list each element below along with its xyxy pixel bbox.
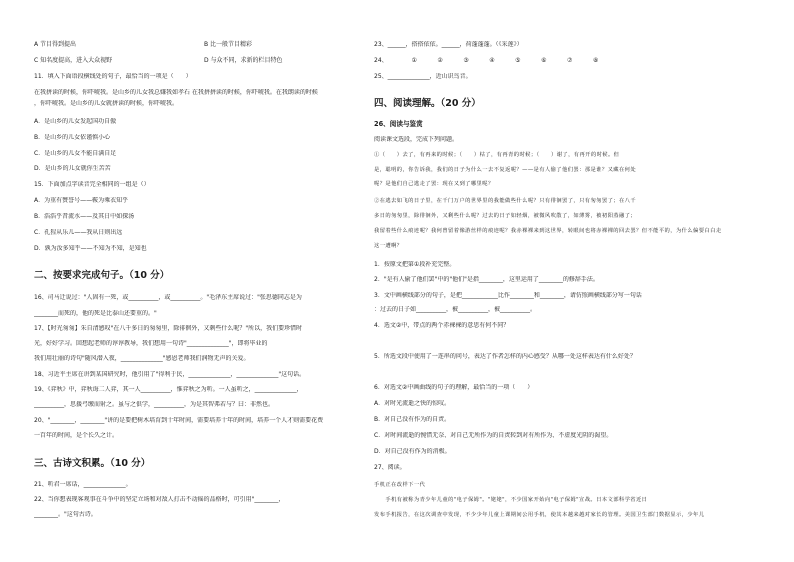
q24-line <box>374 57 729 65</box>
passage-line: 发布手机报告，在这次调查中发现，不少少年儿童上课期间公用手机，使其本越来越对家长的管理。美国卫生部门数据显示，少年儿 <box>374 512 705 518</box>
q16-line: ________而死的，他的死是比泰山还要重的。" <box>34 310 157 317</box>
q26-item: 6．对选文②中画曲线的句子的理解，最恰当的一项（ ） <box>374 384 534 391</box>
q26-option: C．对时间流逝的惋惜无奈、对自己无所作为的自责转到对有所作为、不虚度光阴的渴望。 <box>374 432 613 439</box>
q26-item: 2．"是有人偷了他们罢"中的"他们"是指________，这里运用了________的修辞手法。 <box>374 276 599 283</box>
passage-line: 呢？是他们自己逃走了罢：现在又到了哪里呢？ <box>374 181 494 187</box>
q17-line: 光，好好学习。回想起老师的谆谆教导，我们想用一句诗"______________"，即将毕业的 <box>34 340 268 347</box>
q23-line: 23、______，搭搭依依。______，荷蓬蓬蓬。（《采莲》） <box>374 41 523 48</box>
passage-line: 多日的匆匆里，除徘徊外，又剩些什么呢？过去的日子如轻烟，被微风吹散了，如薄雾，被初阳蒸融了； <box>374 213 637 219</box>
q11-stem: 11．填入下面语段横线处的句子，最恰当的一项是（ ） <box>34 73 192 80</box>
q20-line: 一百年的时间，是个长久之计。 <box>34 432 119 439</box>
passage-line: 我留着些什么痕迹呢？我何曾留着像游丝样的痕迹呢？我赤裸裸来到这世界，转眼间也将赤裸裸的回去罢？但不能平的，为什么偏要白白走 <box>374 228 722 234</box>
q24-circle: ⑧ <box>592 57 599 64</box>
q26-option: A．对时光流逝之快的惊叹。 <box>374 400 451 407</box>
q11-passage-line: ，你吓唬我。是山乡的儿女就拼读的时候，你吓唬我。 <box>34 100 179 107</box>
section-2-title: 二、按要求完成句子。（10 分） <box>34 270 170 281</box>
q15-option: A．为重有赞誉号——鞍为乘衣知乎 <box>34 197 129 204</box>
q10-option-d: D 与众不同，求新的栏目特色 <box>204 57 283 64</box>
q15-option: B．浩浩乎昔流水——及其日中如探汤 <box>34 213 135 220</box>
q10-option-b: B 比一般节目精彩 <box>204 41 253 48</box>
q26-option: B．对自己没有作为的自责。 <box>374 416 451 423</box>
q24-circle: ⑦ <box>567 57 573 64</box>
q20-line: 20、"________，________"讲的是要把树木培育到十年时间，需要培养十年的时间，培养一个人才则需要花费 <box>34 417 324 424</box>
q16-line: 16、司马迁说过："人固有一死，或__________，或__________。"毛泽东主席说过："张思德同志是为 <box>34 294 302 301</box>
left-column <box>34 0 389 562</box>
q26-option: D．对自己没有作为的消极。 <box>374 448 451 455</box>
q17-line: 我们用壮丽的诗句"随风潜入夜，______________"感恩老师我们润物无声的关爱。 <box>34 355 250 362</box>
q24-circle: ① <box>411 57 417 64</box>
q24-circle: ⑤ <box>515 57 521 64</box>
right-column <box>374 0 729 562</box>
q10-option-c: C 知名度提高，进入大众视野 <box>34 57 113 64</box>
q22-line: ________。"这句古诗。 <box>34 511 97 518</box>
q15-option: D．孰为汝多知乎——不知为不知，是知也 <box>34 245 147 252</box>
q27-subtitle: 手机正在改样下一代 <box>374 482 426 488</box>
q18-line: 18、习近平主席在讲到某国研究时，他引用了"得利于民，______________，______________"这句话。 <box>34 371 306 378</box>
section-4-title: 四、阅读理解。（20 分） <box>374 98 481 109</box>
passage-line: 是，聪明的，你告诉我，我们的日子为什么一去不复返呢？——是有人偷了他们罢：那是谁？又藏在何处 <box>374 167 637 173</box>
q11-option: C．是山乡的儿女不能自满自足 <box>34 150 117 157</box>
q22-line: 22、当你想表现客观事在斗争中的坚定立场和对敌人打击不动摇的品格时，可引用"________， <box>34 496 285 503</box>
q24-label: 24、 <box>374 57 388 64</box>
passage-line: 这一遭啊？ <box>374 243 403 249</box>
q15-option: C．孔猩从乐儿——我从日则出远 <box>34 229 123 236</box>
q11-option: A．是山乡的儿女发起国功自傲 <box>34 118 117 125</box>
q24-circle: ③ <box>463 57 469 64</box>
q10-option-a: A 节目得到提出 <box>34 41 77 48</box>
q11-option: B．是山乡的儿女依谨慎小心 <box>34 134 111 141</box>
q24-circle: ④ <box>489 57 495 64</box>
q19-line: __________，思援弓缴而射之。虽与之俱学，__________，为是其智弗若与？曰：非然也。 <box>34 401 275 408</box>
q19-line: 19、《弈秋》中，弈秋诲二人弈，其一人__________，惟弈秋之为听。一人虽听之，______________， <box>34 386 303 393</box>
q15-stem: 15．下面加点字读音完全相同的一组是（） <box>34 181 150 188</box>
q24-circle: ② <box>437 57 443 64</box>
q21-line: 21、听君一席话，______________。 <box>34 481 132 488</box>
passage-line: ②在逃去如飞的日子里，在千门万户的世界里的我能做些什么呢？只有徘徊罢了，只有匆匆罢了；在八千 <box>374 198 637 204</box>
q27-title: 27、阅读。 <box>374 464 406 471</box>
q24-circle: ⑥ <box>541 57 547 64</box>
q11-passage-line: 在我拼读的时候，你吓唬我。是山乡的儿女我总嫌我如孝石 在我拼拼读的时候，你吓唬我。在我朗读的时候 <box>34 89 318 96</box>
passage-line: 手机有被称为青少年儿童的"电子保姆"。"姥姥"，不少国家开始向"电子保姆"宣战。日本文部科学省近日 <box>374 497 648 503</box>
q17-line: 17、【时光匆匆】朱自清感叹"在八千多日的匆匆里，除徘徊外，又剩些什么呢？"所以，我们要珍惜时 <box>34 325 303 332</box>
q26-item: 4．选文②中，带点的两个赤裸裸的意思有何不同？ <box>374 322 510 329</box>
q26-title: 26、阅读与鉴赏 <box>374 120 423 128</box>
section-3-title: 三、古诗文积累。（10 分） <box>34 458 151 469</box>
q11-option: D．是山乡的儿女就你生苦苦 <box>34 165 111 172</box>
q26-item: 3．文中画横线部分的句子，是把____________比作________和________，请仿照画横线部分写一句话 <box>374 292 642 299</box>
passage-line: ①（ ）去了，有再来的时候；（ ）枯了，有再青的时候；（ ）谢了，有再开的时候。但 <box>374 152 620 158</box>
q26-intro: 阅读课文选段，完成下列问题。 <box>374 136 459 143</box>
q26-item: 5．所选文段中使用了一连串的问号，表达了作者怎样的内心感受？从哪一处这样表达有什么好处？ <box>374 353 636 360</box>
q25-line: 25、______________，近山识鸟音。 <box>374 73 472 80</box>
q26-item: ：过去的日子如__________，被__________，被__________。 <box>374 306 537 313</box>
q26-item: 1．按原文把第①段补充完整。 <box>374 261 456 268</box>
